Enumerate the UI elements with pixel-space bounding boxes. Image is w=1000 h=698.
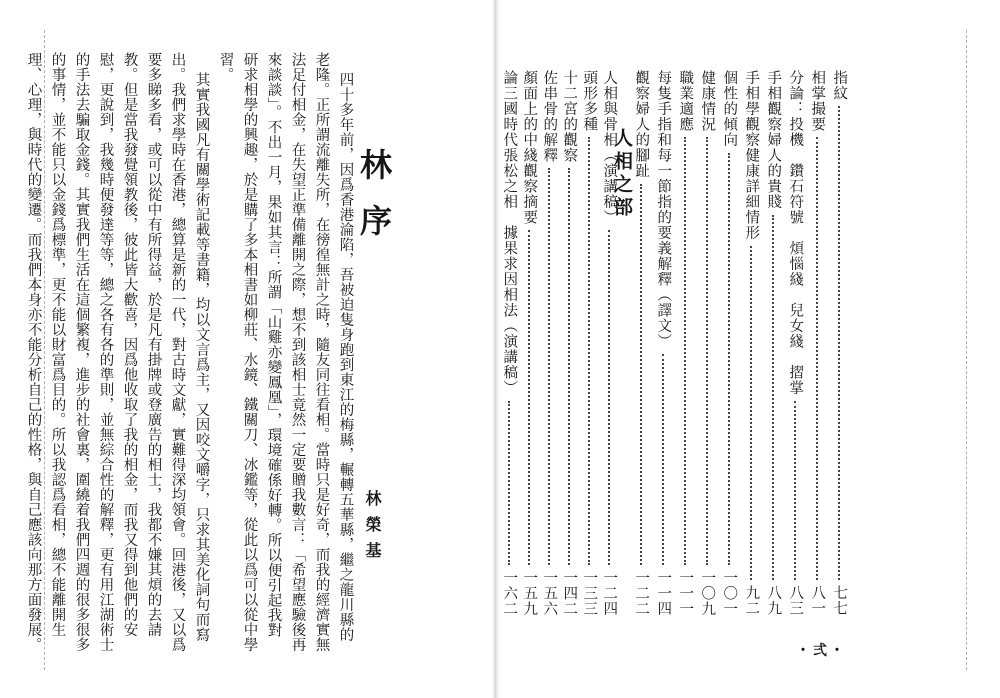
preface-page [0, 0, 496, 698]
preface-column: 習。 [217, 52, 234, 82]
toc-entry-title: 健康情況 [699, 70, 716, 132]
toc-entry[interactable] [764, 70, 782, 616]
preface-column: 的手法去騙取金錢。其實我們生活在這個繁複，進步的社會裏，圍繞着我們四週的很多很多 [73, 52, 90, 652]
toc-entry-title: 顏面上的中綫觀察摘要 [521, 70, 538, 225]
toc-entry[interactable] [600, 70, 618, 616]
toc-leader-dots [816, 137, 818, 580]
toc-entry-page: 八一 [809, 585, 826, 616]
preface-column: 要多睇多看，或可以從中有所得益，於是凡有掛牌或登廣告的相士，我都不嫌其煩的去請 [145, 52, 162, 637]
toc-entry-page: 一一一 [677, 569, 694, 616]
toc-entry-page: 一六二 [501, 569, 518, 616]
toc-entry-title: 佐串骨的解釋 [541, 70, 558, 163]
preface-column: 其實我國凡有關學術記載等書籍，均以文言爲主，又因咬文嚼字，只求其美化詞句而寫 [193, 72, 210, 642]
toc-leader-dots [684, 137, 686, 565]
preface-column: 來談談」。不出一月，果如其言：所謂「山雞亦變鳳凰」，環境確係好轉。所以便引起我對 [265, 52, 282, 638]
toc-leader-dots [588, 137, 590, 565]
toc-entry-page: 一〇一 [721, 569, 738, 616]
toc-leader-dots [772, 215, 774, 581]
toc-entry-page: 一五九 [521, 569, 538, 616]
toc-entry-title: 論三國時代張松之相 據果求因相法（演講稿） [501, 70, 518, 396]
preface-column: 慰，更說到，我幾時便發達等等，總之各有各的準則，並無綜合性的解釋，更有用江湖術士 [97, 52, 114, 652]
toc-entry[interactable] [540, 70, 558, 616]
toc-leader-dots [750, 246, 752, 581]
toc-entry-title: 每隻手指和每一節指的要義解釋（譯文） [655, 70, 672, 349]
preface-column: 理、心理，與時代的變遷。而我們本身亦不能分析自己的性格，與自己應該向那方面發展。 [25, 52, 42, 652]
toc-entry-title: 手相學觀察健康詳細情形 [743, 70, 760, 241]
toc-entry-page: 一〇九 [699, 569, 716, 616]
toc-entry-title: 手相觀察婦人的貴賤 [765, 70, 782, 210]
toc-entry[interactable] [698, 70, 716, 616]
preface-column: 老隆。正所謂流離失所，在徬徨無計之時，隨友同往看相。當時只是好奇，而我的經濟實無 [313, 52, 330, 652]
toc-entry-page: 一一四 [655, 569, 672, 616]
toc-entry[interactable] [580, 70, 598, 616]
toc-entry-title: 分論：投機 鑽石符號 煩惱綫 兒女綫 摺掌 [787, 70, 804, 396]
toc-entry-title: 觀察婦人的腳趾 [633, 70, 650, 179]
preface-column: 教。但是當我發覺領教後，彼此皆大歡喜，因爲他收取了我的相金，而我又得到他們的安 [121, 52, 138, 637]
toc-entry[interactable] [560, 70, 578, 616]
page-edge-left [44, 30, 45, 670]
toc-entry-page: 八三 [787, 585, 804, 616]
preface-author: 林榮基 [363, 490, 382, 568]
toc-entry-title: 指紋 [831, 70, 848, 101]
toc-leader-dots [508, 401, 510, 565]
toc-leader-dots [662, 354, 664, 565]
preface-column: 出。我們求學時在香港，總算是新的一代，對古時文獻，實難得深均領會。回港後，又以爲 [169, 52, 186, 652]
toc-entry-page: 八九 [765, 585, 782, 616]
toc-entry[interactable] [808, 70, 826, 616]
preface-column: 法足付相金，在失望正準備離開之際，想不到該相士竟然一定要贈我數言：「希望應驗後再 [289, 52, 306, 652]
toc-entry[interactable] [500, 70, 518, 616]
toc-entry-page: 一四二 [561, 569, 578, 616]
toc-leader-dots [728, 153, 730, 565]
toc-entry-title: 人相與骨相（演講稿） [601, 70, 618, 225]
toc-entry-title: 相掌撮要 [809, 70, 826, 132]
toc-entry-title: 職業適應 [677, 70, 694, 132]
toc-leader-dots [528, 230, 530, 565]
toc-entry-title: 十二宮的觀察 [561, 70, 578, 163]
toc-leader-dots [838, 106, 840, 580]
toc-leader-dots [608, 230, 610, 565]
toc-entry[interactable] [742, 70, 760, 616]
toc-entry[interactable] [830, 70, 848, 616]
toc-entry-page: 一二二 [633, 569, 650, 616]
preface-column: 的事情，並不能只以金錢爲標準，更不能以財富爲目的。所以我認爲看相，總不能離開生 [49, 52, 66, 637]
preface-column: 四十多年前，因爲香港淪陷，吾被迫隻身跑到東江的梅縣，輾轉五華縣，繼之龍川縣的 [337, 72, 354, 642]
toc-entry[interactable] [786, 70, 804, 616]
toc-entry-title: 個性的傾向 [721, 70, 738, 148]
toc-leader-dots [568, 168, 570, 565]
contents-page [496, 0, 1000, 698]
toc-entry[interactable] [676, 70, 694, 616]
toc-entry[interactable] [654, 70, 672, 616]
toc-entry[interactable] [632, 70, 650, 616]
preface-title: 林序 [355, 148, 393, 260]
toc-entry-page: 一二四 [601, 569, 618, 616]
toc-entry-page: 七七 [831, 585, 848, 616]
page-edge-right [966, 30, 967, 670]
toc-entry-page: 一三三 [581, 569, 598, 616]
page-folio: ・弍・ [796, 643, 847, 659]
toc-entry-page: 九二 [743, 585, 760, 616]
toc-leader-dots [794, 401, 796, 581]
toc-entry[interactable] [720, 70, 738, 616]
toc-entry-page: 一五六 [541, 569, 558, 616]
toc-entry-title: 頭形多種 [581, 70, 598, 132]
preface-column: 研求相學的興趣，於是購了多本相書如柳莊、水鏡、鐵關刀、冰鑑等，從此以爲可以從中學 [241, 52, 258, 652]
toc-leader-dots [640, 184, 642, 565]
toc-leader-dots [706, 137, 708, 565]
section-heading: 人相之部 [611, 128, 633, 220]
toc-leader-dots [548, 168, 550, 565]
